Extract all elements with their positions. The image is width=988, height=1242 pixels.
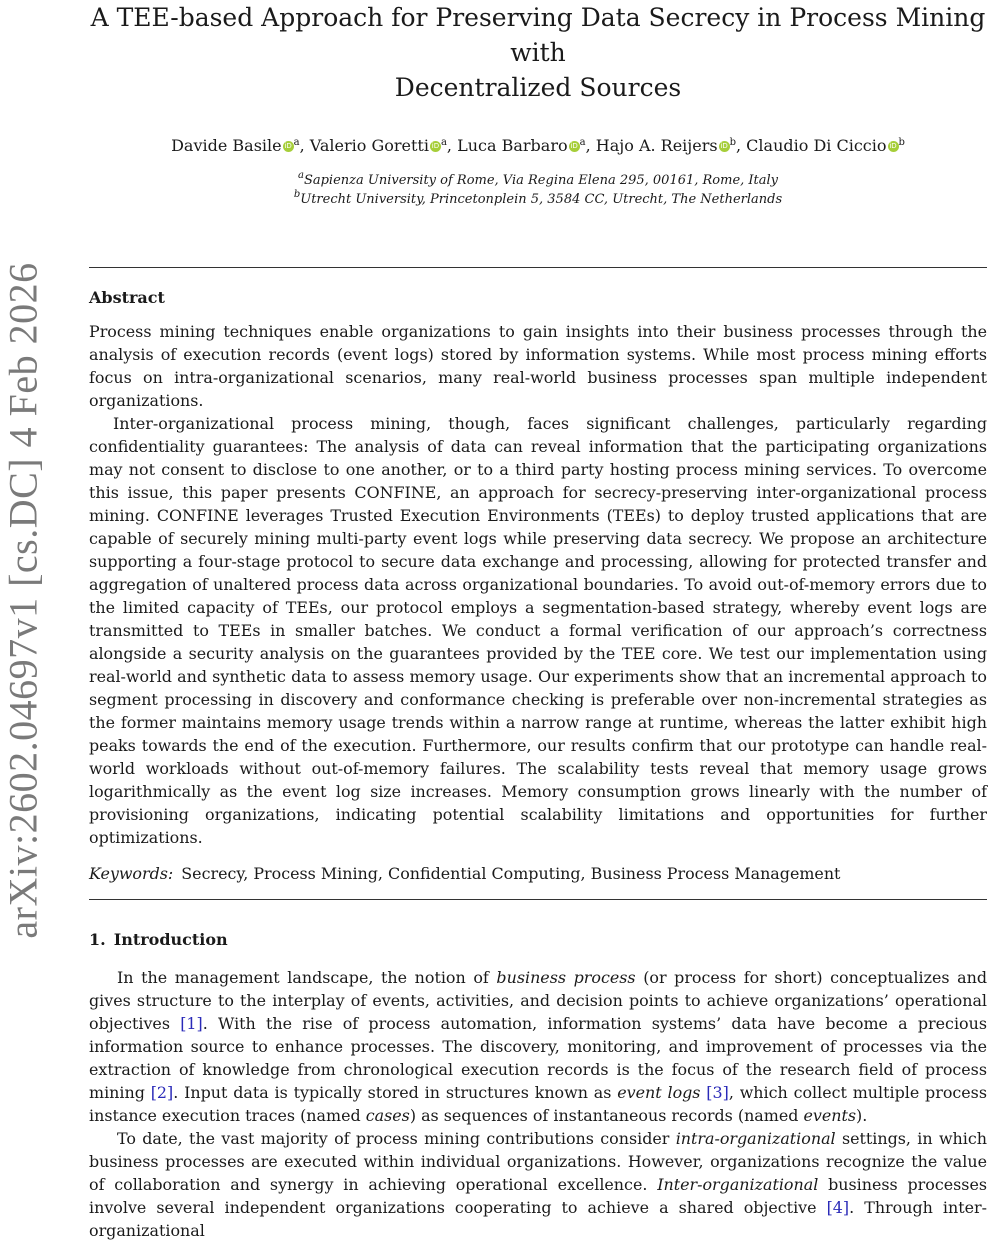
keywords-text: Secrecy, Process Mining, Confidential Computing, Business Process Management bbox=[181, 864, 841, 883]
section-heading-introduction bbox=[89, 930, 987, 950]
arxiv-watermark bbox=[0, 261, 46, 939]
paper-title bbox=[89, 0, 987, 105]
author-name: Valerio Goretti bbox=[309, 136, 429, 155]
section-number: 1. bbox=[89, 930, 106, 949]
affiliation-b: $^b$Utrecht University, Princetonplein 5, 3584 CC, Utrecht, The Netherlands bbox=[293, 189, 783, 207]
divider-top bbox=[89, 267, 987, 268]
author-name: Claudio Di Ciccio bbox=[746, 136, 887, 155]
author-affiliation-mark: b bbox=[729, 137, 736, 148]
abstract-section bbox=[89, 288, 987, 849]
introduction-body bbox=[89, 966, 987, 1242]
citation-link[interactable]: [4] bbox=[826, 1198, 850, 1217]
affiliations bbox=[89, 171, 987, 209]
orcid-icon[interactable]: iD bbox=[889, 142, 897, 150]
citation-link[interactable]: [1] bbox=[180, 1014, 203, 1033]
orcid-icon[interactable]: iD bbox=[570, 142, 578, 150]
title-line-1: A TEE-based Approach for Preserving Data Secrecy in Process Mining with bbox=[90, 3, 986, 67]
orcid-icon[interactable]: iD bbox=[431, 142, 440, 150]
abstract-heading: Abstract bbox=[89, 288, 165, 307]
arxiv-id: arXiv:2602.04697v1 [cs.DC] 4 Feb 2026 bbox=[0, 261, 46, 939]
author-affiliation-mark: a bbox=[579, 137, 586, 148]
orcid-icon[interactable]: iD bbox=[720, 142, 728, 150]
paper-page bbox=[89, 0, 987, 1242]
title-line-2: Decentralized Sources bbox=[394, 73, 682, 102]
author-affiliation-mark: a bbox=[440, 137, 447, 148]
author bbox=[171, 136, 300, 155]
keywords-label: Keywords: bbox=[89, 864, 174, 883]
author-affiliation-mark: a bbox=[293, 137, 300, 148]
section-title: Introduction bbox=[113, 930, 228, 949]
author-name: Davide Basile bbox=[171, 136, 282, 155]
divider-bottom bbox=[89, 899, 987, 900]
abstract-paragraph-2: Inter-organizational process mining, though, faces significant challenges, particularly regarding confidentiality guarantees: The analysis of data can reveal information that the participating organizations may not consent to disclose to one another, or to a third party hosting process mining services. To overcome this issue, this paper presents CONFINE, an approach for secrecy-preserving inter-organizational process mining. CONFINE leverages Trusted Execution Environments (TEEs) to deploy trusted applications that are capable of securely mining multi-party event logs while preserving data secrecy. We propose an architecture supporting a four-stage protocol to secure data exchange and processing, allowing for protected transfer and aggregation of unaltered process data across organizational boundaries. To avoid out-of-memory errors due to the limited capacity of TEEs, our protocol employs a segmentation-based strategy, whereby event logs are transmitted to TEEs in smaller batches. We conduct a formal verification of our approach’s correctness alongside a security analysis on the guarantees provided by the TEE core. We test our implementation using real-world and synthetic data to assess memory usage. Our experiments show that an incremental approach to segment processing in discovery and conformance checking is preferable over non-incremental strategies as the former maintains memory usage trends within a narrow range at runtime, whereas the latter exhibit high peaks towards the end of the execution. Furthermore, our results confirm that our prototype can handle real-world workloads without out-of-memory failures. The scalability tests reveal that memory usage grows logarithmically as the event log size increases. Memory consumption grows linearly with the number of provisioning organizations, indicating potential scalability limitations and opportunities for further optimizations. bbox=[89, 414, 987, 847]
author-affiliation-mark: b bbox=[898, 137, 905, 148]
author bbox=[457, 136, 586, 155]
author bbox=[596, 136, 736, 155]
orcid-icon[interactable]: iD bbox=[284, 142, 292, 150]
intro-paragraph-1: In the management landscape, the notion of business process (or process for short) conceptualizes and gives structure to the interplay of events, activities, and decision points to achieve organizations’ operational objectives [1]. With the rise of process automation, information systems’ data have become a precious information source to enhance processes. The discovery, monitoring, and improvement of processes via the extraction of knowledge from chronological execution records is the focus of the research field of process mining [2]. Input data is typically stored in structures known as event logs [3], which collect multiple process instance execution traces (named cases) as sequences of instantaneous records (named events). bbox=[89, 968, 987, 1125]
author bbox=[746, 136, 905, 155]
citation-link[interactable]: [3] bbox=[706, 1083, 729, 1102]
author-list: Davide Basile iD $^a$, Valerio Goretti iD $^a$, Luca Barbaro iD $^a$, Hajo A. Reijers iD $^b$, Claudio Di Ciccio iD $^b$ bbox=[171, 136, 905, 155]
author-name: Luca Barbaro bbox=[457, 136, 568, 155]
abstract-paragraph-1: Process mining techniques enable organizations to gain insights into their business processes through the analysis of execution records (event logs) stored by information systems. While most process mining efforts focus on intra-organizational scenarios, many real-world business processes span multiple independent organizations. bbox=[89, 322, 987, 410]
keywords bbox=[89, 862, 987, 885]
citation-link[interactable]: [2] bbox=[150, 1083, 174, 1102]
author-name: Hajo A. Reijers bbox=[595, 136, 718, 155]
affiliation-a: $^a$Sapienza University of Rome, Via Regina Elena 295, 00161, Rome, Italy bbox=[297, 170, 779, 188]
intro-paragraph-2: To date, the vast majority of process mining contributions consider intra-organizational settings, in which business processes are executed within individual organizations. However, organizations recognize the value of collaboration and synergy in achieving operational excellence. Inter-organizational business processes involve several independent organizations cooperating to achieve a shared objective [4]. Through inter-organizational bbox=[89, 1129, 988, 1240]
author bbox=[310, 136, 447, 155]
